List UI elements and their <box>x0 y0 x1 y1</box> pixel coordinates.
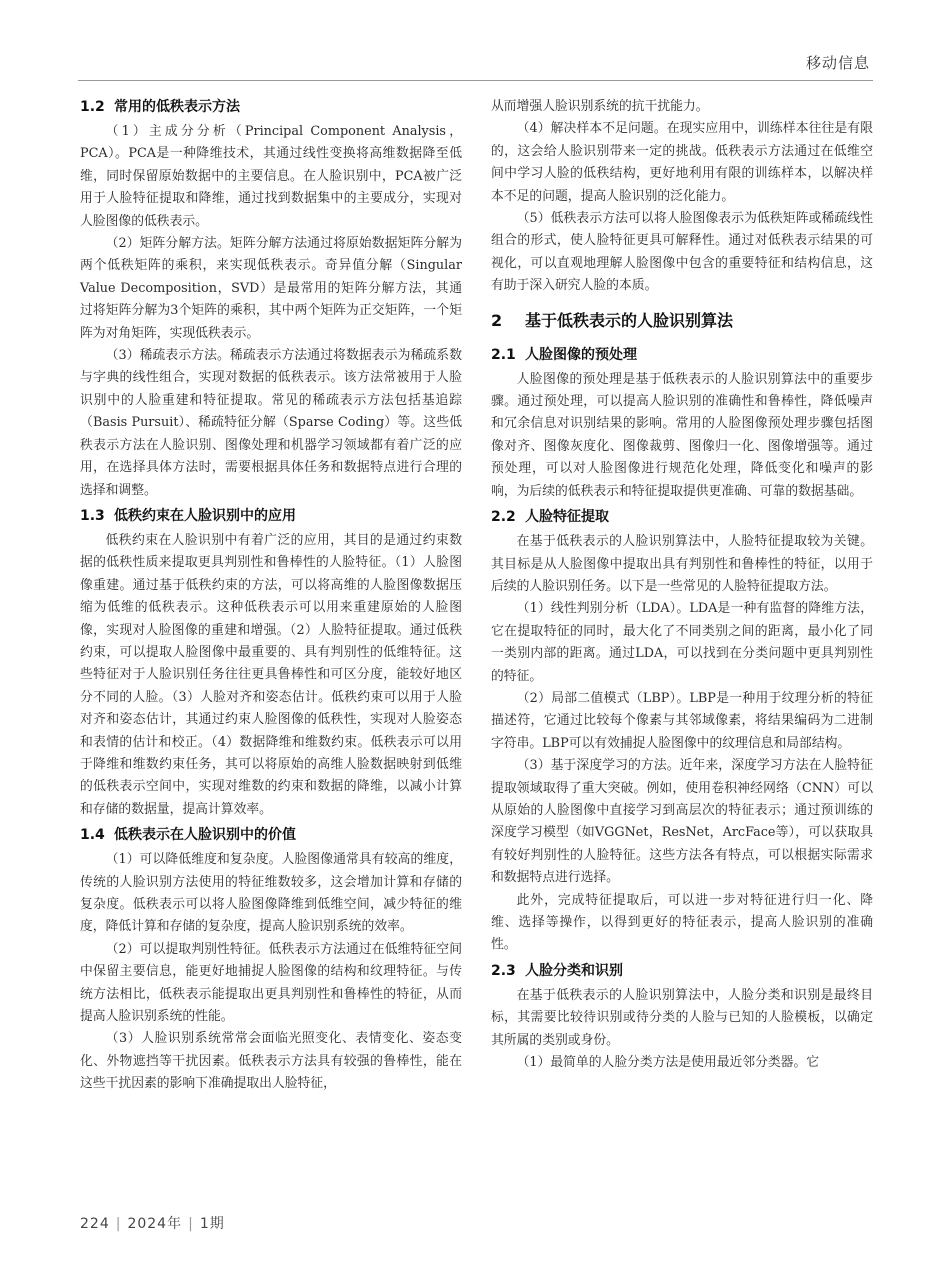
section-heading-2-1 <box>491 344 873 366</box>
paragraph: 此外，完成特征提取后，可以进一步对特征进行归一化、降维、选择等操作，以得到更好的特征表示，提高人脸识别的准确性。 <box>491 892 873 953</box>
section-heading-1-3 <box>80 505 462 527</box>
paragraph: （3）人脸识别系统常常会面临光照变化、表情变化、姿态变化、外物遮挡等干扰因素。低秩表示方法具有较强的鲁棒性，能在这些干扰因素的影响下准确提取出人脸特征， <box>80 1031 462 1092</box>
right-column <box>491 96 873 1074</box>
paragraph: （1）可以降低维度和复杂度。人脸图像通常具有较高的维度，传统的人脸识别方法使用的特征维数较多，这会增加计算和存储的复杂度。低秩表示可以将人脸图像降维到低维空间，减少特征的维度，降低计算和存储的复杂度，提高人脸识别系统的效率。 <box>80 852 462 935</box>
section-title: 低秩表示在人脸识别中的价值 <box>114 827 296 844</box>
section-number: 1.4 <box>80 827 105 844</box>
section-number: 2.2 <box>491 509 516 526</box>
paragraph-continuation: 从而增强人脸识别系统的抗干扰能力。 <box>491 99 709 114</box>
left-column <box>80 96 462 1096</box>
page-number: 224 <box>80 1216 110 1232</box>
issue-number: 1期 <box>199 1216 225 1232</box>
section-number: 2.3 <box>491 962 516 979</box>
paragraph: （1）主成分分析（Principal Component Analysis，PCA）。PCA是一种降维技术，其通过线性变换将高维数据降至低维，同时保留原始数据中的主要信息。在人脸识别中，PCA被广泛用于人脸特征提取和降维，通过找到数据集中的主要成分，实现对人脸图像的低秩表示。 <box>80 124 462 229</box>
paragraph: （1）最简单的人脸分类方法是使用最近邻分类器。它 <box>516 1055 820 1071</box>
section-number: 1.3 <box>80 507 105 524</box>
section-title: 常用的低秩表示方法 <box>114 99 240 115</box>
section-title: 人脸特征提取 <box>525 509 609 526</box>
section-title: 低秩约束在人脸识别中的应用 <box>114 507 296 524</box>
journal-name: 移动信息 <box>805 54 870 72</box>
section-heading-1-2 <box>80 96 462 118</box>
paragraph: （2）局部二值模式（LBP）。LBP是一种用于纹理分析的特征描述符，它通过比较每个像素与其邻域像素，将结果编码为二进制字符串。LBP可以有效捕捉人脸图像中的纹理信息和局部结构。 <box>491 690 873 751</box>
paragraph: （2）可以提取判别性特征。低秩表示方法通过在低维特征空间中保留主要信息，能更好地捕捉人脸图像的结构和纹理特征。与传统方法相比，低秩表示能提取出更具判别性和鲁棒性的特征，从而提高人脸识别系统的性能。 <box>80 941 462 1025</box>
footer-separator: | <box>115 1216 122 1232</box>
paragraph: 低秩约束在人脸识别中有着广泛的应用，其目的是通过约束数据的低秩性质来提取更具判别性和鲁棒性的人脸特征。（1）人脸图像重建。通过基于低秩约束的方法，可以将高维的人脸图像数据压缩为低维的低秩表示。这种低秩表示可以用来重建原始的人脸图像，实现对人脸图像的重建和增强。（2）人脸特征提取。通过低秩约束，可以提取人脸图像中最重要的、具有判别性的低维特征。这些特征对于人脸识别任务往往更具鲁棒性和可区分度，能较好地区分不同的人脸。（3）人脸对齐和姿态估计。低秩约束可以用于人脸对齐和姿态估计，其通过约束人脸图像的低秩性，实现对人脸姿态和表情的估计和校正。（4）数据降维和维数约束。低秩表示可以用于降维和维数约束任务，其可以将原始的高维人脸数据映射到低维的低秩表示空间中，实现对维数的约束和数据的降维，以减小计算和存储的数据量，提高计算效率。 <box>80 532 462 817</box>
paragraph: （3）基于深度学习的方法。近年来，深度学习方法在人脸特征提取领域取得了重大突破。例如，使用卷积神经网络（CNN）可以从原始的人脸图像中直接学习到高层次的特征表示；通过预训练的深度学习模型（如VGGNet，ResNet，ArcFace等），可以获取具有较好判别性的人脸特征。这些方法各有特点，可以根据实际需求和数据特点进行选择。 <box>491 758 873 886</box>
page-footer <box>80 1213 225 1233</box>
section-number: 2.1 <box>491 346 516 363</box>
header-rule <box>78 80 873 81</box>
section-title: 基于低秩表示的人脸识别算法 <box>525 310 734 330</box>
section-heading-2 <box>491 310 873 332</box>
section-heading-2-2 <box>491 506 873 528</box>
section-number: 2 <box>491 310 503 330</box>
paragraph: 在基于低秩表示的人脸识别算法中，人脸特征提取较为关键。其目标是从人脸图像中提取出具有判别性和鲁棒性的特征，以用于后续的人脸识别任务。以下是一些常见的人脸特征提取方法。 <box>491 534 873 594</box>
paragraph: （3）稀疏表示方法。稀疏表示方法通过将数据表示为稀疏系数与字典的线性组合，实现对数据的低秩表示。该方法常被用于人脸识别中的人脸重建和特征提取。常见的稀疏表示方法包括基追踪（Basis Pursuit）、稀疏特征分解（Sparse Coding）等。这些低秩表示方法在人脸识别、图像处理和机器学习领域都有着广泛的应用，在选择具体方法时，需要根据具体任务和数据特点进行合理的选择和调整。 <box>80 348 462 498</box>
section-heading-1-4 <box>80 824 462 846</box>
issue-year: 2024年 <box>127 1216 183 1232</box>
paragraph: （5）低秩表示方法可以将人脸图像表示为低秩矩阵或稀疏线性组合的形式，使人脸特征更具可解释性。通过对低秩表示结果的可视化，可以直观地理解人脸图像中包含的重要特征和结构信息，这有助于深入研究人脸的本质。 <box>491 211 873 294</box>
paragraph: 在基于低秩表示的人脸识别算法中，人脸分类和识别是最终目标，其需要比较待识别或待分类的人脸与已知的人脸模板，以确定其所属的类别或身份。 <box>491 987 873 1048</box>
section-title: 人脸分类和识别 <box>525 962 623 979</box>
section-number: 1.2 <box>80 99 105 115</box>
paragraph: （1）线性判别分析（LDA）。LDA是一种有监督的降维方法，它在提取特征的同时，最大化了不同类别之间的距离，最小化了同一类别内部的距离。通过LDA，可以找到在分类问题中更具判别性的特征。 <box>491 601 873 684</box>
paragraph: （4）解决样本不足问题。在现实应用中，训练样本往往是有限的，这会给人脸识别带来一定的挑战。低秩表示方法通过在低维空间中学习人脸的低秩结构，更好地利用有限的训练样本，以解决样本不足的问题，提高人脸识别的泛化能力。 <box>491 121 873 204</box>
paragraph: 人脸图像的预处理是基于低秩表示的人脸识别算法中的重要步骤。通过预处理，可以提高人脸识别的准确性和鲁棒性，降低噪声和冗余信息对识别结果的影响。常用的人脸图像预处理步骤包括图像对齐、图像灰度化、图像裁剪、图像归一化、图像增强等。通过预处理，可以对人脸图像进行规范化处理，降低变化和噪声的影响，为后续的低秩表示和特征提取提供更准确、可靠的数据基础。 <box>491 371 873 499</box>
section-heading-2-3 <box>491 960 873 982</box>
paragraph: （2）矩阵分解方法。矩阵分解方法通过将原始数据矩阵分解为两个低秩矩阵的乘积，来实现低秩表示。奇异值分解（Singular Value Decomposition，SVD）是最常用的矩阵分解方法，其通过将矩阵分解为3个矩阵的乘积，其中两个矩阵为正交矩阵，一个矩阵为对角矩阵，实现低秩表示。 <box>80 236 462 341</box>
footer-separator: | <box>188 1216 194 1232</box>
section-title: 人脸图像的预处理 <box>525 346 637 363</box>
